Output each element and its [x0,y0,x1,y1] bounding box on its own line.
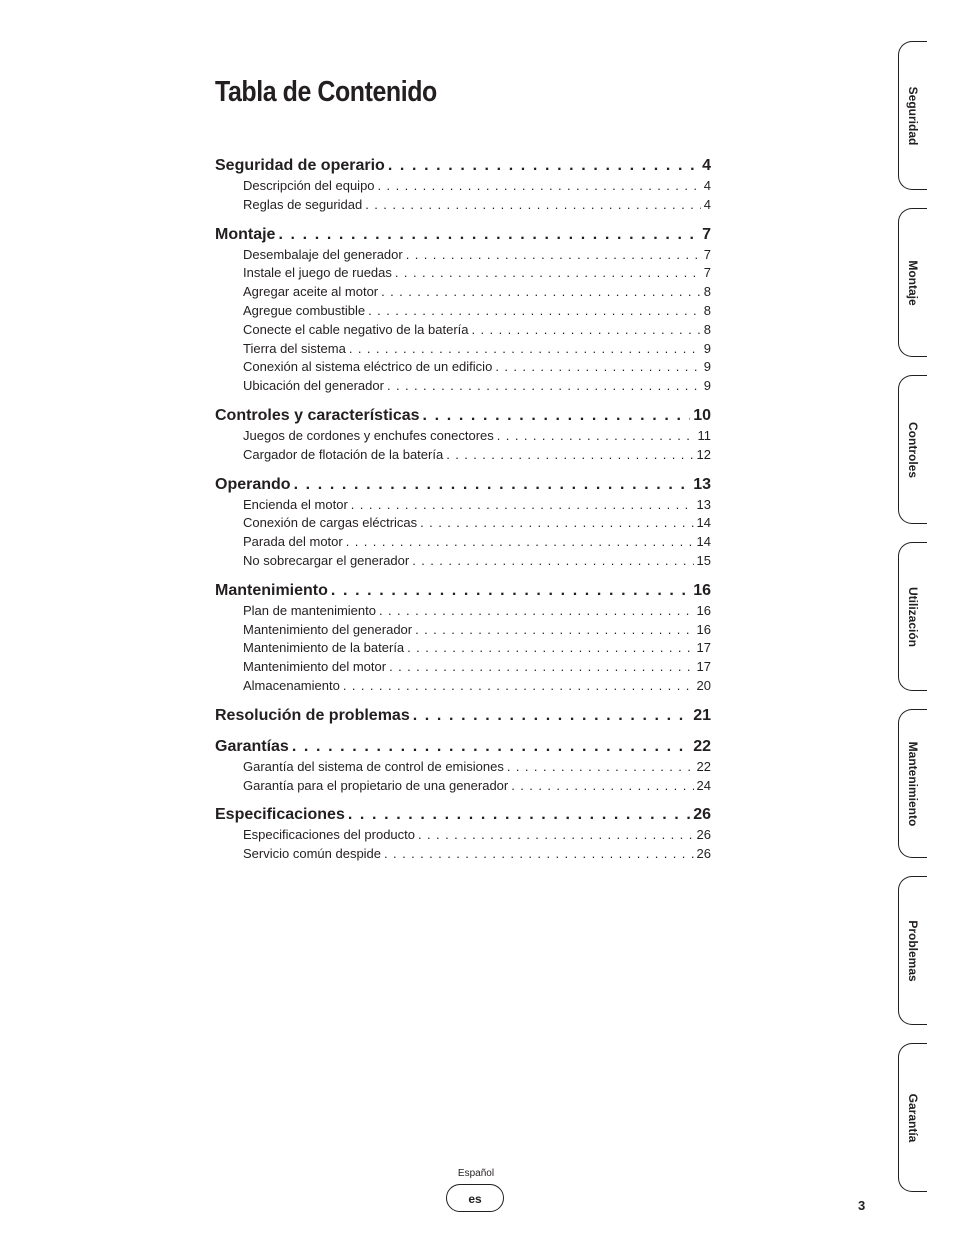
dot-leader [384,845,694,864]
toc-heading-label: Mantenimiento [215,581,328,599]
toc-heading-label: Seguridad de operario [215,157,385,174]
dot-leader [395,264,701,283]
toc-entry-page: 8 [703,302,711,318]
side-tab[interactable] [898,709,927,858]
toc-heading-page: 21 [693,706,711,724]
toc-heading-page: 26 [693,806,711,824]
toc-entry-label: Parada del motor [243,534,343,550]
side-tab-label: Montaje [906,259,920,306]
page-number: 3 [858,1198,866,1213]
toc-entry-label: Agregue combustible [243,302,366,318]
toc-entry-page: 11 [697,427,711,443]
toc-entry-label: Conecte el cable negativo de la batería [243,321,469,337]
dot-leader [407,639,693,658]
toc-entry[interactable] [215,552,711,571]
toc-heading-label: Garantías [215,737,289,755]
page-title: Tabla de Contenido [215,76,437,108]
side-tab-label: Utilización [906,586,920,647]
toc-entry-label: Mantenimiento de la batería [243,640,405,656]
toc-entry[interactable] [215,621,711,640]
toc-heading[interactable] [215,735,711,758]
toc-heading-page: 22 [693,737,711,755]
toc-entry-label: Reglas de seguridad [243,196,363,212]
dot-leader [365,196,701,215]
toc-heading-page: 16 [693,581,711,599]
toc-entry-label: Almacenamiento [243,677,340,693]
toc-entry[interactable] [215,446,711,465]
toc-entry-page: 20 [696,677,711,693]
toc-entry-page: 4 [703,196,711,212]
toc-section [215,223,711,396]
toc-section [215,154,711,215]
toc-entry[interactable] [215,845,711,864]
toc-heading-label: Montaje [215,225,276,243]
dot-leader [415,621,693,640]
toc-heading-page: 13 [693,475,711,493]
toc-entry-label: Conexión de cargas eléctricas [243,515,418,531]
toc-entry-page: 16 [696,621,711,637]
dot-leader [292,735,690,758]
toc-heading[interactable] [215,579,711,602]
side-tab-label: Mantenimiento [906,741,920,826]
toc-heading-page: 10 [693,406,711,424]
dot-leader [511,777,693,796]
toc-entry-label: Garantía del sistema de control de emisiones [243,758,504,774]
dot-leader [389,658,693,677]
toc-entry-label: Garantía para el propietario de una generador [243,777,509,793]
toc-heading[interactable] [215,404,711,427]
toc-entry-label: Tierra del sistema [243,340,346,356]
side-tab-label: Controles [906,421,920,478]
side-tab-label: Problemas [906,919,920,982]
toc-entry-page: 7 [703,265,711,281]
toc-entry-page: 13 [696,496,711,512]
toc-entry-page: 9 [703,378,711,394]
dot-leader [412,552,693,571]
table-of-contents [215,154,711,872]
side-tab[interactable] [898,375,927,524]
side-tab[interactable] [898,876,927,1025]
toc-entry-page: 9 [703,359,711,375]
toc-entry-label: Instale el juego de ruedas [243,265,392,281]
dot-leader [388,154,699,177]
dot-leader [278,223,699,246]
toc-entry-label: Especificaciones del producto [243,827,415,843]
dot-leader [472,321,701,340]
toc-heading[interactable] [215,803,711,826]
dot-leader [507,758,694,777]
toc-heading[interactable] [215,223,711,246]
dot-leader [346,533,694,552]
toc-entry-label: Desembalaje del generador [243,246,403,262]
toc-entry-page: 4 [703,178,711,193]
toc-entry[interactable] [215,196,711,215]
toc-heading-label: Controles y características [215,406,420,424]
toc-entry-page: 12 [696,446,711,462]
toc-entry-page: 8 [703,284,711,300]
dot-leader [387,377,701,396]
toc-entry-page: 15 [696,552,711,568]
toc-entry-page: 8 [703,321,711,337]
dot-leader [423,404,691,427]
dot-leader [348,803,690,826]
toc-entry-page: 14 [696,534,711,550]
dot-leader [420,514,693,533]
dot-leader [381,283,701,302]
toc-entry-label: Conexión al sistema eléctrico de un edificio [243,359,493,375]
dot-leader [343,677,694,696]
toc-entry[interactable] [215,658,711,677]
language-caption: Español [457,1168,495,1179]
toc-section [215,704,711,727]
toc-entry[interactable] [215,602,711,621]
toc-entry-label: No sobrecargar el generador [243,552,410,568]
toc-entry[interactable] [215,246,711,265]
toc-entry[interactable] [215,283,711,302]
toc-entry-page: 26 [696,846,711,862]
toc-heading-page: 4 [702,157,711,174]
toc-section [215,803,711,864]
toc-entry[interactable] [215,533,711,552]
toc-entry-label: Descripción del equipo [243,178,375,193]
toc-entry[interactable] [215,777,711,796]
toc-entry[interactable] [215,639,711,658]
dot-leader [497,427,695,446]
toc-section [215,404,711,465]
toc-entry-label: Agregar aceite al motor [243,284,379,300]
toc-entry[interactable] [215,514,711,533]
toc-entry[interactable] [215,177,711,196]
toc-entry-label: Juegos de cordones y enchufes conectores [243,427,494,443]
toc-section [215,579,711,696]
toc-entry-page: 7 [703,246,711,262]
toc-entry-page: 14 [696,515,711,531]
toc-entry-page: 9 [703,340,711,356]
toc-entry-label: Mantenimiento del motor [243,659,387,675]
toc-entry-label: Ubicación del generador [243,378,384,394]
toc-entry[interactable] [215,321,711,340]
side-tab[interactable] [898,542,927,691]
side-tab-label: Garantía [906,1093,920,1142]
toc-entry[interactable] [215,377,711,396]
toc-entry-label: Servicio común despide [243,846,382,862]
toc-entry[interactable] [215,302,711,321]
toc-entry[interactable] [215,677,711,696]
toc-entry-page: 17 [696,659,711,675]
toc-entry-label: Mantenimiento del generador [243,621,413,637]
toc-entry-label: Plan de mantenimiento [243,602,376,618]
toc-entry-page: 16 [696,602,711,618]
toc-entry[interactable] [215,358,711,377]
toc-entry[interactable] [215,427,711,446]
toc-heading[interactable] [215,154,711,177]
toc-entry-label: Encienda el motor [243,496,348,512]
dot-leader [446,446,693,465]
dot-leader [349,340,701,359]
dot-leader [331,579,690,602]
dot-leader [351,496,694,515]
dot-leader [368,302,701,321]
side-tab[interactable] [898,208,927,357]
toc-heading-label: Operando [215,475,291,493]
side-tab-label: Seguridad [906,86,920,145]
toc-heading-label: Especificaciones [215,806,345,824]
dot-leader [379,602,694,621]
dot-leader [406,246,701,265]
toc-entry[interactable] [215,758,711,777]
side-tab[interactable] [898,41,927,190]
dot-leader [418,826,694,845]
toc-entry[interactable] [215,826,711,845]
toc-entry-label: Cargador de flotación de la batería [243,446,444,462]
toc-heading[interactable] [215,704,711,727]
dot-leader [495,358,700,377]
toc-entry-page: 26 [696,827,711,843]
toc-entry[interactable] [215,264,711,283]
toc-entry[interactable] [215,496,711,515]
dot-leader [413,704,690,727]
dot-leader [378,177,701,196]
toc-entry-page: 22 [696,758,711,774]
language-badge: es [446,1184,504,1212]
toc-entry[interactable] [215,340,711,359]
toc-section [215,735,711,796]
toc-heading-page: 7 [702,225,711,243]
toc-entry-page: 24 [696,777,711,793]
dot-leader [294,473,691,496]
toc-section [215,473,711,571]
side-tab[interactable] [898,1043,927,1192]
toc-entry-page: 17 [696,640,711,656]
toc-heading-label: Resolución de problemas [215,706,410,724]
toc-heading[interactable] [215,473,711,496]
